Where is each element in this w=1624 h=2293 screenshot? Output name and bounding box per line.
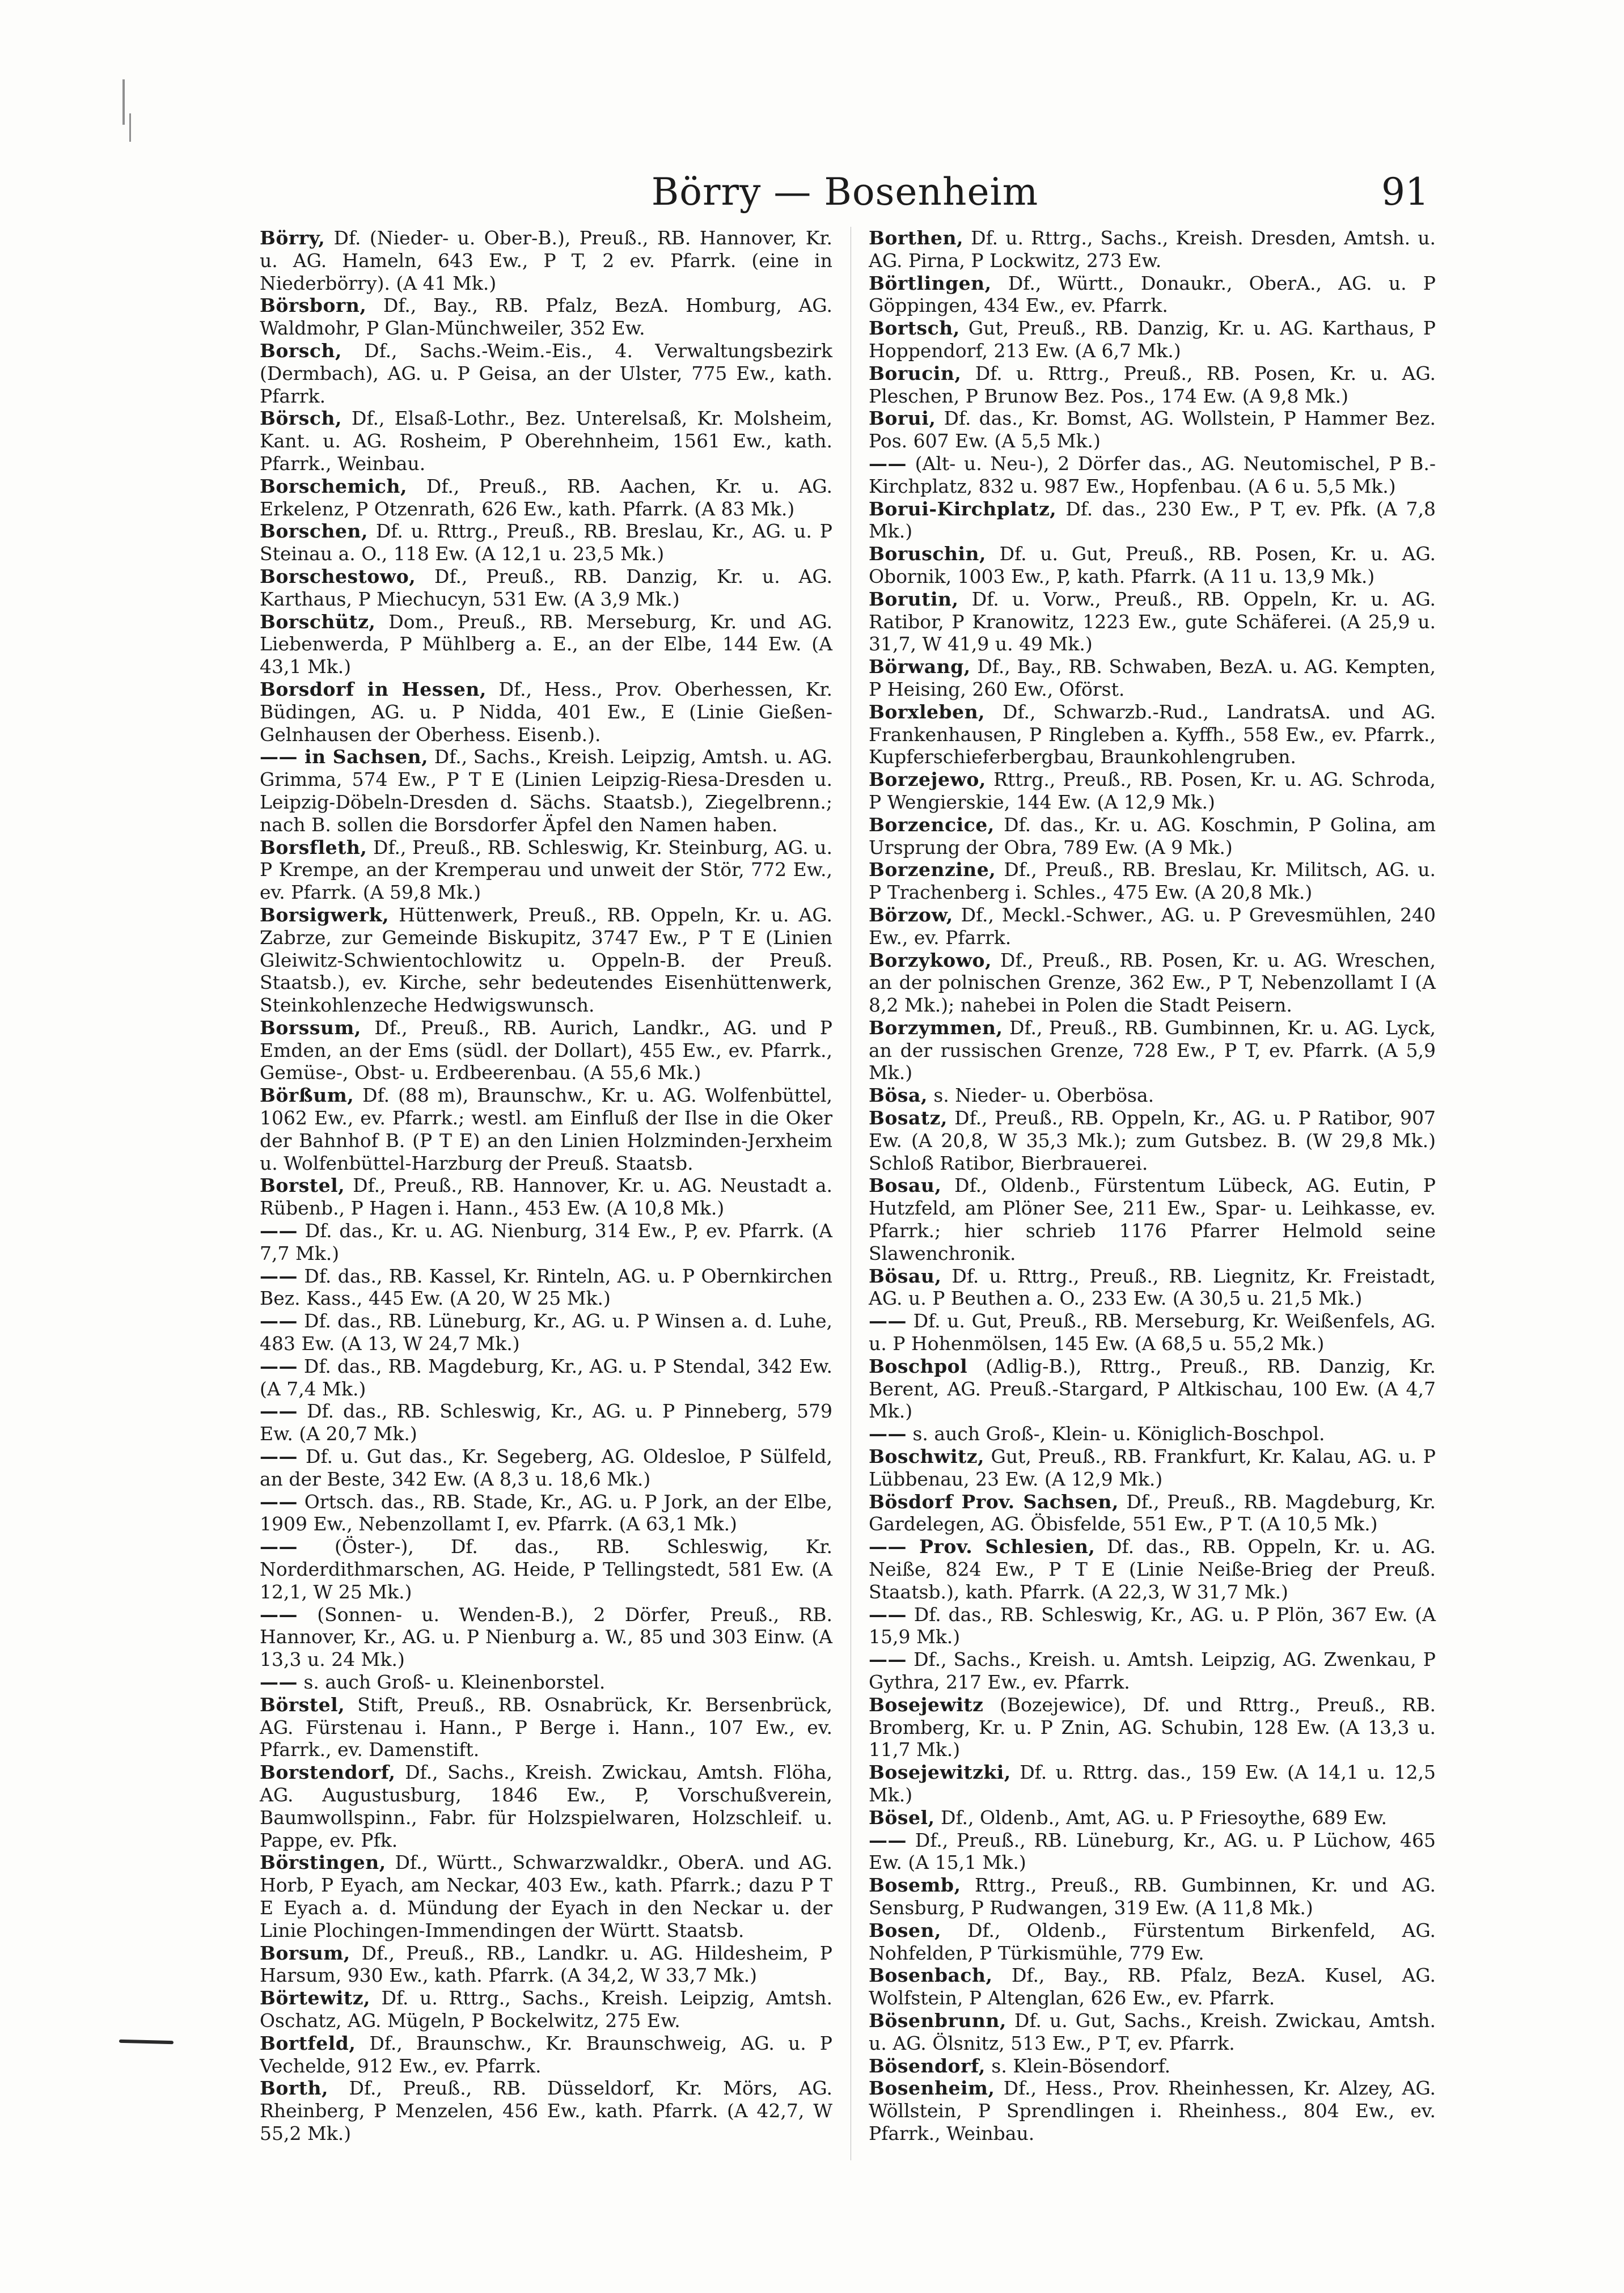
entry-text: Df., Bay., RB. Schwaben, BezA. u. AG. Kempten, P Heising, 260 Ew., Oförst. bbox=[869, 655, 1436, 700]
gazetteer-entry bbox=[260, 565, 832, 611]
entry-text: Gut, Preuß., RB. Frankfurt, Kr. Kalau, AG. u. P Lübbenau, 23 Ew. (A 12,9 Mk.) bbox=[869, 1445, 1436, 1490]
entry-text: Df., Sachs.-Weim.-Eis., 4. Verwaltungsbezirk (Dermbach), AG. u. P Geisa, an der Ulster, 775 Ew., kath. Pfarrk. bbox=[260, 339, 832, 407]
entry-headword: Börzow, bbox=[869, 903, 953, 926]
entry-headword: Borth, bbox=[260, 2077, 329, 2100]
gazetteer-entry bbox=[869, 1919, 1436, 1965]
gazetteer-entry bbox=[869, 2077, 1436, 2144]
running-title: Börry — Bosenheim bbox=[651, 170, 1039, 214]
gazetteer-entry bbox=[869, 1964, 1436, 2009]
gazetteer-entry bbox=[869, 1829, 1436, 1875]
gazetteer-entry bbox=[260, 2077, 832, 2144]
gazetteer-entry bbox=[869, 1694, 1436, 1761]
entry-headword: —— bbox=[260, 1220, 298, 1242]
entry-headword: Borzenzine, bbox=[869, 858, 996, 881]
gazetteer-entry bbox=[260, 1310, 832, 1355]
entry-text: Df., Oldenb., Fürstentum Lübeck, AG. Eutin, P Hutzfeld, am Plöner See, 211 Ew., Spar- u. Leihkasse, ev. Pfarrk.; hier schrieb 1176 Pfarrer Helmold seine Slawenchronik. bbox=[869, 1174, 1436, 1264]
entry-text: Df. das., 230 Ew., P T, ev. Pfk. (A 7,8 Mk.) bbox=[869, 497, 1436, 543]
entry-text: Df. u. Vorw., Preuß., RB. Oppeln, Kr. u. AG. Ratibor, P Kranowitz, 1223 Ew., gute Schäferei. (A 25,9 u. 31,7, W 41,9 u. 49 Mk.) bbox=[869, 587, 1436, 655]
entry-text: Df. u. Gut, Sachs., Kreish. Zwickau, Amtsh. u. AG. Ölsnitz, 513 Ew., P T, ev. Pfarrk. bbox=[869, 2009, 1436, 2054]
entry-text: (Öster-), Df. das., RB. Schleswig, Kr. Norderdithmarschen, AG. Heide, P Tellingstedt, 581 Ew. (A 12,1, W 25 Mk.) bbox=[260, 1535, 832, 1603]
gazetteer-entry bbox=[869, 904, 1436, 949]
gazetteer-entry bbox=[869, 1491, 1436, 1536]
gazetteer-entry bbox=[869, 452, 1436, 498]
gazetteer-entry bbox=[869, 1174, 1436, 1264]
gazetteer-entry bbox=[869, 1265, 1436, 1310]
gazetteer-entry bbox=[869, 498, 1436, 543]
gazetteer-entry bbox=[869, 2009, 1436, 2055]
gazetteer-entry bbox=[869, 272, 1436, 318]
gazetteer-entry bbox=[260, 2032, 832, 2078]
gazetteer-entry bbox=[260, 1355, 832, 1401]
entry-headword: Borstel, bbox=[260, 1174, 345, 1197]
gazetteer-entry bbox=[260, 1604, 832, 1671]
entry-headword: Bortsch, bbox=[869, 317, 960, 340]
entry-headword: Bösenbrunn, bbox=[869, 2009, 1006, 2032]
entry-headword: Boschpol bbox=[869, 1355, 968, 1377]
gazetteer-entry bbox=[260, 611, 832, 678]
gazetteer-entry bbox=[260, 1535, 832, 1603]
entry-text: Df. (Nieder- u. Ober-B.), Preuß., RB. Hannover, Kr. u. AG. Hameln, 643 Ew., P T, 2 ev. Pfarrk. (eine in Niederbörry). (A 41 Mk.) bbox=[260, 227, 832, 294]
entry-text: Df. u. Rttrg., Preuß., RB. Breslau, Kr., AG. u. P Steinau a. O., 118 Ew. (A 12,1 u. 23,5 Mk.) bbox=[260, 520, 832, 565]
entry-text: Df. u. Rttrg., Preuß., RB. Liegnitz, Kr. Freistadt, AG. u. P Beuthen a. O., 233 Ew. (A 30,5 u. 21,5 Mk.) bbox=[869, 1264, 1436, 1310]
entry-text: Df. das., RB. Kassel, Kr. Rinteln, AG. u. P Obernkirchen Bez. Kass., 445 Ew. (A 20, W 25 Mk.) bbox=[260, 1264, 832, 1310]
entry-text: Df., Bay., RB. Pfalz, BezA. Kusel, AG. Wolfstein, P Altenglan, 626 Ew., ev. Pfarrk. bbox=[869, 1964, 1436, 2009]
entry-headword: Borschen, bbox=[260, 520, 368, 543]
gazetteer-entry bbox=[869, 1017, 1436, 1084]
entry-headword: Bosemb, bbox=[869, 1874, 961, 1897]
entry-text: Df., Elsaß-Lothr., Bez. Unterelsaß, Kr. Molsheim, Kant. u. AG. Rosheim, P Oberehnheim, 1561 Ew., kath. Pfarrk., Weinbau. bbox=[260, 407, 832, 475]
entry-text: s. auch Groß-, Klein- u. Königlich-Boschpol. bbox=[907, 1423, 1325, 1445]
entry-headword: Bosen, bbox=[869, 1919, 941, 1941]
entry-text: Df., Oldenb., Fürstentum Birkenfeld, AG. Nohfelden, P Türkismühle, 779 Ew. bbox=[869, 1919, 1436, 1964]
entry-headword: Börtlingen, bbox=[869, 272, 992, 294]
left-column bbox=[260, 227, 832, 2145]
entry-text: Df. (88 m), Braunschw., Kr. u. AG. Wolfenbüttel, 1062 Ew., ev. Pfarrk.; westl. am Einfluß der Ilse in die Oker der Bahnhof B. (P T E) an den Linien Holzminden-Jerxheim u. Wolfenbüttel-Harzburg der Preuß. Staatsb. bbox=[260, 1084, 832, 1174]
entry-text: (Alt- u. Neu-), 2 Dörfer das., AG. Neutomischel, P B.-Kirchplatz, 832 u. 987 Ew., Hopfenbau. (A 6 u. 5,5 Mk.) bbox=[869, 452, 1436, 497]
gazetteer-entry bbox=[260, 1671, 832, 1694]
entry-headword: Bosatz, bbox=[869, 1107, 948, 1129]
gazetteer-entry bbox=[869, 407, 1436, 452]
gazetteer-entry bbox=[869, 1807, 1436, 1829]
entry-text: Df., Preuß., RB. Lüneburg, Kr., AG. u. P Lüchow, 465 Ew. (A 15,1 Mk.) bbox=[869, 1829, 1436, 1874]
entry-headword: Borucin, bbox=[869, 362, 962, 384]
gazetteer-entry bbox=[260, 836, 832, 904]
entry-headword: Borutin, bbox=[869, 587, 959, 610]
gazetteer-entry bbox=[869, 2055, 1436, 2078]
gazetteer-entry bbox=[869, 1310, 1436, 1355]
entry-text: Df., Preuß., RB. Oppeln, Kr., AG. u. P Ratibor, 907 Ew. (A 20,8, W 35,3 Mk.); zum Gutsbez. B. (W 29,8 Mk.) Schloß Ratibor, Bierbrauerei. bbox=[869, 1107, 1436, 1174]
entry-headword: Börsch, bbox=[260, 407, 342, 430]
entry-headword: Borsch, bbox=[260, 339, 342, 362]
entry-headword: Bösau, bbox=[869, 1264, 942, 1287]
entry-headword: Boschwitz, bbox=[869, 1445, 984, 1468]
entry-headword: Bösa, bbox=[869, 1084, 928, 1107]
gazetteer-entry bbox=[260, 1265, 832, 1310]
entry-text: Df., Sachs., Kreish. Leipzig, Amtsh. u. AG. Grimma, 574 Ew., P T E (Linien Leipzig-Riesa-Dresden u. Leipzig-Döbeln-Dresden d. Sächs. Staatsb.), Ziegelbrenn.; nach B. sollen die Borsdorfer Äpfel den Namen haben. bbox=[260, 746, 832, 836]
gazetteer-entry bbox=[869, 1423, 1436, 1445]
entry-headword: Borzymmen, bbox=[869, 1016, 1003, 1039]
entry-headword: —— bbox=[869, 1829, 907, 1851]
gazetteer-entry bbox=[260, 1084, 832, 1174]
entry-text: Df. das., RB. Oppeln, Kr. u. AG. Neiße, 824 Ew., P T E (Linie Neiße-Brieg der Preuß. Staatsb.), kath. Pfarrk. (A 22,3, W 31,7 Mk.) bbox=[869, 1535, 1436, 1603]
gazetteer-entry bbox=[260, 1445, 832, 1491]
gazetteer-entry bbox=[260, 340, 832, 407]
entry-headword: —— bbox=[260, 1671, 298, 1693]
entry-headword: Borschütz, bbox=[260, 610, 376, 633]
gazetteer-entry bbox=[869, 543, 1436, 588]
entry-headword: Borschemich, bbox=[260, 475, 407, 497]
entry-headword: Bosenbach, bbox=[869, 1964, 993, 1987]
gazetteer-entry bbox=[869, 655, 1436, 701]
entry-headword: —— bbox=[260, 1603, 298, 1626]
entry-text: Rttrg., Preuß., RB. Gumbinnen, Kr. und AG. Sensburg, P Rudwangen, 319 Ew. (A 11,8 Mk.) bbox=[869, 1874, 1436, 1919]
entry-headword: Borui-Kirchplatz, bbox=[869, 497, 1057, 520]
entry-text: Ortsch. das., RB. Stade, Kr., AG. u. P Jork, an der Elbe, 1909 Ew., Nebenzollamt I, ev. Pfarrk. (A 63,1 Mk.) bbox=[260, 1490, 832, 1535]
entry-text: Df., Preuß., RB. Hannover, Kr. u. AG. Neustadt a. Rübenb., P Hagen i. Hann., 453 Ew. (A 10,8 Mk.) bbox=[260, 1174, 832, 1220]
entry-text: Df., Preuß., RB. Düsseldorf, Kr. Mörs, AG. Rheinberg, P Menzelen, 456 Ew., kath. Pfarrk. (A 42,7, W 55,2 Mk.) bbox=[260, 2077, 832, 2144]
entry-text: Df. u. Gut, Preuß., RB. Merseburg, Kr. Weißenfels, AG. u. P Hohenmölsen, 145 Ew. (A 68,5 u. 55,2 Mk.) bbox=[869, 1310, 1436, 1355]
entry-text: Stift, Preuß., RB. Osnabrück, Kr. Bersenbrück, AG. Fürstenau i. Hann., P Berge i. Hann., 107 Ew., ev. Pfarrk., ev. Damenstift. bbox=[260, 1693, 832, 1761]
entry-headword: Börwang, bbox=[869, 655, 971, 678]
entry-headword: —— Prov. Schlesien, bbox=[869, 1535, 1096, 1558]
entry-text: Df., Preuß., RB. Magdeburg, Kr. Gardelegen, AG. Öbisfelde, 551 Ew., P T. (A 10,5 Mk.) bbox=[869, 1490, 1436, 1535]
gazetteer-entry bbox=[869, 1084, 1436, 1107]
entry-headword: —— bbox=[260, 1400, 298, 1423]
page-header bbox=[261, 170, 1429, 221]
entry-headword: —— bbox=[869, 1648, 907, 1671]
entry-headword: Bortfeld, bbox=[260, 2032, 356, 2054]
entry-text: Hüttenwerk, Preuß., RB. Oppeln, Kr. u. AG. Zabrze, zur Gemeinde Biskupitz, 3747 Ew., P T E (Linien Gleiwitz-Schwientochlowitz u. Oppeln-B. der Preuß. Staatsb.), ev. Kirche, sehr bedeutendes Eisenhüttenwerk, Steinkohlenzeche Hedwigswunsch. bbox=[260, 903, 832, 1017]
gazetteer-entry bbox=[260, 294, 832, 340]
gazetteer-entry bbox=[260, 407, 832, 475]
entry-headword: —— bbox=[869, 1423, 907, 1445]
entry-headword: Borstendorf, bbox=[260, 1761, 396, 1784]
entry-headword: —— bbox=[260, 1535, 298, 1558]
entry-text: (Adlig-B.), Rttrg., Preuß., RB. Danzig, Kr. Berent, AG. Preuß.-Stargard, P Altkischau, 100 Ew. (A 4,7 Mk.) bbox=[869, 1355, 1436, 1423]
entry-text: Df., Hess., Prov. Rheinhessen, Kr. Alzey, AG. Wöllstein, P Sprendlingen i. Rheinhess., 804 Ew., ev. Pfarrk., Weinbau. bbox=[869, 2077, 1436, 2144]
gazetteer-entry bbox=[260, 520, 832, 565]
entry-headword: —— bbox=[869, 1603, 907, 1626]
entry-text: Df., Württ., Schwarzwaldkr., OberA. und AG. Horb, P Eyach, am Neckar, 403 Ew., kath. Pfarrk.; dazu P T E Eyach a. d. Mündung der Eyach in den Neckar u. der Linie Plochingen-Immendingen der Württ. Staatsb. bbox=[260, 1851, 832, 1941]
entry-text: s. Klein-Bösendorf. bbox=[985, 2054, 1171, 2077]
entry-text: Df. das., Kr. Bomst, AG. Wollstein, P Hammer Bez. Pos. 607 Ew. (A 5,5 Mk.) bbox=[869, 407, 1436, 452]
entry-headword: —— bbox=[260, 1445, 298, 1468]
gazetteer-entry bbox=[869, 814, 1436, 859]
gazetteer-entry bbox=[260, 475, 832, 521]
entry-headword: Börsborn, bbox=[260, 294, 367, 317]
entry-text: Df., Meckl.-Schwer., AG. u. P Grevesmühlen, 240 Ew., ev. Pfarrk. bbox=[869, 903, 1436, 949]
entry-text: Df. das., Kr. u. AG. Nienburg, 314 Ew., P, ev. Pfarrk. (A 7,7 Mk.) bbox=[260, 1220, 832, 1264]
gazetteer-entry bbox=[869, 768, 1436, 814]
entry-text: Df. das., RB. Schleswig, Kr., AG. u. P Pinneberg, 579 Ew. (A 20,7 Mk.) bbox=[260, 1400, 832, 1445]
entry-text: Df. u. Rttrg. das., 159 Ew. (A 14,1 u. 12,5 Mk.) bbox=[869, 1761, 1436, 1806]
entry-text: Df., Hess., Prov. Oberhessen, Kr. Büdingen, AG. u. P Nidda, 401 Ew., E (Linie Gießen-Gelnhausen der Oberhess. Eisenb.). bbox=[260, 678, 832, 746]
entry-headword: Börßum, bbox=[260, 1084, 354, 1107]
entry-text: Df., Württ., Donaukr., OberA., AG. u. P Göppingen, 434 Ew., ev. Pfarrk. bbox=[869, 272, 1436, 317]
entry-headword: Bosenheim, bbox=[869, 2077, 995, 2100]
entry-headword: Bosau, bbox=[869, 1174, 942, 1197]
entry-text: Df. das., RB. Magdeburg, Kr., AG. u. P Stendal, 342 Ew. (A 7,4 Mk.) bbox=[260, 1355, 832, 1400]
entry-text: Df., Preuß., RB. Schleswig, Kr. Steinburg, AG. u. P Krempe, an der Kremperau und unweit der Stör, 772 Ew., ev. Pfarrk. (A 59,8 Mk.) bbox=[260, 836, 832, 904]
entry-headword: —— in Sachsen, bbox=[260, 746, 429, 768]
gazetteer-entry bbox=[869, 1445, 1436, 1491]
gazetteer-entry bbox=[869, 588, 1436, 655]
entry-headword: Borssum, bbox=[260, 1016, 361, 1039]
entry-text: Df., Preuß., RB. Posen, Kr. u. AG. Wreschen, an der polnischen Grenze, 362 Ew., P T, Nebenzollamt I (A 8,2 Mk.); nahebei in Polen die Stadt Peisern. bbox=[869, 949, 1436, 1017]
gazetteer-entry bbox=[260, 904, 832, 1017]
gazetteer-entry bbox=[869, 949, 1436, 1017]
entry-headword: —— bbox=[260, 1310, 298, 1332]
entry-headword: Bösendorf, bbox=[869, 2054, 986, 2077]
gazetteer-entry bbox=[260, 1851, 832, 1941]
entry-text: Df. u. Gut, Preuß., RB. Posen, Kr. u. AG. Obornik, 1003 Ew., P, kath. Pfarrk. (A 11 u. 13,9 Mk.) bbox=[869, 543, 1436, 587]
entry-text: Df., Preuß., RB., Landkr. u. AG. Hildesheim, P Harsum, 930 Ew., kath. Pfarrk. (A 34,2, W 33,7 Mk.) bbox=[260, 1941, 832, 1987]
entry-headword: —— bbox=[869, 452, 907, 475]
entry-headword: Börstingen, bbox=[260, 1851, 386, 1874]
gazetteer-entry bbox=[260, 227, 832, 294]
entry-headword: Borui, bbox=[869, 407, 936, 430]
gazetteer-entry bbox=[260, 746, 832, 836]
gazetteer-entry bbox=[260, 1942, 832, 1987]
entry-headword: —— bbox=[260, 1490, 298, 1513]
entry-headword: Börry, bbox=[260, 227, 325, 249]
entry-text: Df., Preuß., RB. Danzig, Kr. u. AG. Karthaus, P Miechucyn, 531 Ew. (A 3,9 Mk.) bbox=[260, 565, 832, 610]
gazetteer-entry bbox=[869, 362, 1436, 408]
gazetteer-entry bbox=[869, 1761, 1436, 1807]
gazetteer-entry bbox=[260, 678, 832, 746]
entry-text: (Sonnen- u. Wenden-B.), 2 Dörfer, Preuß., RB. Hannover, Kr., AG. u. P Nienburg a. W., 85 und 303 Einw. (A 13,3 u. 24 Mk.) bbox=[260, 1603, 832, 1671]
entry-text: Dom., Preuß., RB. Merseburg, Kr. und AG. Liebenwerda, P Mühlberg a. E., an der Elbe, 144 Ew. (A 43,1 Mk.) bbox=[260, 610, 832, 678]
gazetteer-entry bbox=[869, 1107, 1436, 1174]
entry-text: Df., Schwarzb.-Rud., LandratsA. und AG. Frankenhausen, P Ringleben a. Kyffh., 558 Ew., ev. Pfarrk., Kupferschieferbergbau, Braunkohlengruben. bbox=[869, 700, 1436, 768]
gazetteer-entry bbox=[260, 1220, 832, 1265]
entry-headword: Borzejewo, bbox=[869, 768, 986, 791]
entry-headword: Borsdorf in Hessen, bbox=[260, 678, 487, 700]
right-column bbox=[869, 227, 1436, 2145]
entry-headword: Borthen, bbox=[869, 227, 964, 249]
entry-headword: —— bbox=[869, 1310, 907, 1332]
gazetteer-entry bbox=[869, 317, 1436, 362]
entry-headword: Börstel, bbox=[260, 1693, 345, 1716]
entry-text: Df., Bay., RB. Pfalz, BezA. Homburg, AG. Waldmohr, P Glan-Münchweiler, 352 Ew. bbox=[260, 294, 832, 340]
gazetteer-entry bbox=[869, 858, 1436, 904]
entry-text: Df., Preuß., RB. Aachen, Kr. u. AG. Erkelenz, P Otzenrath, 626 Ew., kath. Pfarrk. (A 83 Mk.) bbox=[260, 475, 832, 520]
gazetteer-entry bbox=[869, 227, 1436, 272]
entry-text: Df. u. Rttrg., Sachs., Kreish. Dresden, Amtsh. u. AG. Pirna, P Lockwitz, 273 Ew. bbox=[869, 227, 1436, 272]
entry-text: Gut, Preuß., RB. Danzig, Kr. u. AG. Karthaus, P Hoppendorf, 213 Ew. (A 6,7 Mk.) bbox=[869, 317, 1436, 362]
scan-speck bbox=[129, 113, 131, 142]
gazetteer-entry bbox=[869, 1355, 1436, 1423]
gazetteer-entry bbox=[260, 1761, 832, 1851]
entry-headword: Borsum, bbox=[260, 1941, 350, 1964]
entry-headword: Borxleben, bbox=[869, 700, 986, 723]
gazetteer-entry bbox=[869, 701, 1436, 768]
entry-headword: Börtewitz, bbox=[260, 1987, 370, 2009]
entry-text: Df., Preuß., RB. Gumbinnen, Kr. u. AG. Lyck, an der russischen Grenze, 728 Ew., P T, ev. Pfarrk. (A 5,9 Mk.) bbox=[869, 1016, 1436, 1084]
entry-headword: Bösdorf Prov. Sachsen, bbox=[869, 1490, 1119, 1513]
entry-text: Df., Sachs., Kreish. u. Amtsh. Leipzig, AG. Zwenkau, P Gythra, 217 Ew., ev. Pfarrk. bbox=[869, 1648, 1436, 1693]
entry-text: Df., Braunschw., Kr. Braunschweig, AG. u. P Vechelde, 912 Ew., ev. Pfarrk. bbox=[260, 2032, 832, 2077]
gazetteer-entry bbox=[869, 1648, 1436, 1694]
entry-text: Df. u. Rttrg., Preuß., RB. Posen, Kr. u. AG. Pleschen, P Brunow Bez. Pos., 174 Ew. (A 9,8 Mk.) bbox=[869, 362, 1436, 407]
entry-text: Df. das., Kr. u. AG. Koschmin, P Golina, am Ursprung der Obra, 789 Ew. (A 9 Mk.) bbox=[869, 813, 1436, 858]
entry-text: Rttrg., Preuß., RB. Posen, Kr. u. AG. Schroda, P Wengierskie, 144 Ew. (A 12,9 Mk.) bbox=[869, 768, 1436, 813]
gazetteer-entry bbox=[869, 1604, 1436, 1649]
entry-headword: —— bbox=[260, 1355, 298, 1377]
entry-text: Df. das., RB. Schleswig, Kr., AG. u. P Plön, 367 Ew. (A 15,9 Mk.) bbox=[869, 1603, 1436, 1648]
entry-text: Df., Preuß., RB. Aurich, Landkr., AG. und P Emden, an der Ems (südl. der Dollart), 455 Ew., ev. Pfarrk., Gemüse-, Obst- u. Erdbeerenbau. (A 55,6 Mk.) bbox=[260, 1016, 832, 1084]
gazetteer-entry bbox=[260, 1491, 832, 1536]
entry-text: Df., Oldenb., Amt, AG. u. P Friesoythe, 689 Ew. bbox=[934, 1806, 1387, 1829]
scan-speck bbox=[122, 79, 125, 125]
entry-headword: Boruschin, bbox=[869, 543, 986, 565]
entry-text: s. Nieder- u. Oberbösa. bbox=[927, 1084, 1154, 1107]
entry-headword: Bosejewitz bbox=[869, 1693, 984, 1716]
entry-text: Df. u. Gut das., Kr. Segeberg, AG. Oldesloe, P Sülfeld, an der Beste, 342 Ew. (A 8,3 u. 18,6 Mk.) bbox=[260, 1445, 832, 1490]
scan-edge-mark bbox=[119, 2040, 174, 2045]
entry-text: Df. u. Rttrg., Sachs., Kreish. Leipzig, Amtsh. Oschatz, AG. Mügeln, P Bockelwitz, 275 Ew. bbox=[260, 1987, 832, 2032]
gazetteer-entry bbox=[260, 1987, 832, 2032]
entry-text: Df., Sachs., Kreish. Zwickau, Amtsh. Flöha, AG. Augustusburg, 1846 Ew., P, Vorschußverein, Baumwollspinn., Fabr. für Holzspielwaren, Holzschleif. u. Pappe, ev. Pfk. bbox=[260, 1761, 832, 1851]
entry-text: Df., Preuß., RB. Breslau, Kr. Militsch, AG. u. P Trachenberg i. Schles., 475 Ew. (A 20,8 Mk.) bbox=[869, 858, 1436, 904]
entry-headword: Borzykowo, bbox=[869, 949, 992, 971]
page-number: 91 bbox=[1381, 170, 1429, 214]
entry-headword: Borsfleth, bbox=[260, 836, 367, 858]
gazetteer-entry bbox=[260, 1174, 832, 1220]
gazetteer-entry bbox=[869, 1535, 1436, 1603]
entry-text: s. auch Groß- u. Kleinenborstel. bbox=[298, 1671, 606, 1693]
gazetteer-entry bbox=[260, 1694, 832, 1761]
entry-headword: Borschestowo, bbox=[260, 565, 416, 587]
entry-headword: Bosejewitzki, bbox=[869, 1761, 1011, 1784]
gazetteer-entry bbox=[260, 1400, 832, 1445]
gazetteer-entry bbox=[260, 1017, 832, 1084]
entry-text: (Bozejewice), Df. und Rttrg., Preuß., RB. Bromberg, Kr. u. P Znin, AG. Schubin, 128 Ew. (A 13,3 u. 11,7 Mk.) bbox=[869, 1693, 1436, 1761]
gazetteer-entry bbox=[869, 1874, 1436, 1919]
entry-text: Df. das., RB. Lüneburg, Kr., AG. u. P Winsen a. d. Luhe, 483 Ew. (A 13, W 24,7 Mk.) bbox=[260, 1310, 832, 1355]
entry-headword: Borzencice, bbox=[869, 813, 995, 836]
entry-headword: Bösel, bbox=[869, 1806, 935, 1829]
entry-headword: Borsigwerk, bbox=[260, 903, 390, 926]
entry-headword: —— bbox=[260, 1264, 298, 1287]
